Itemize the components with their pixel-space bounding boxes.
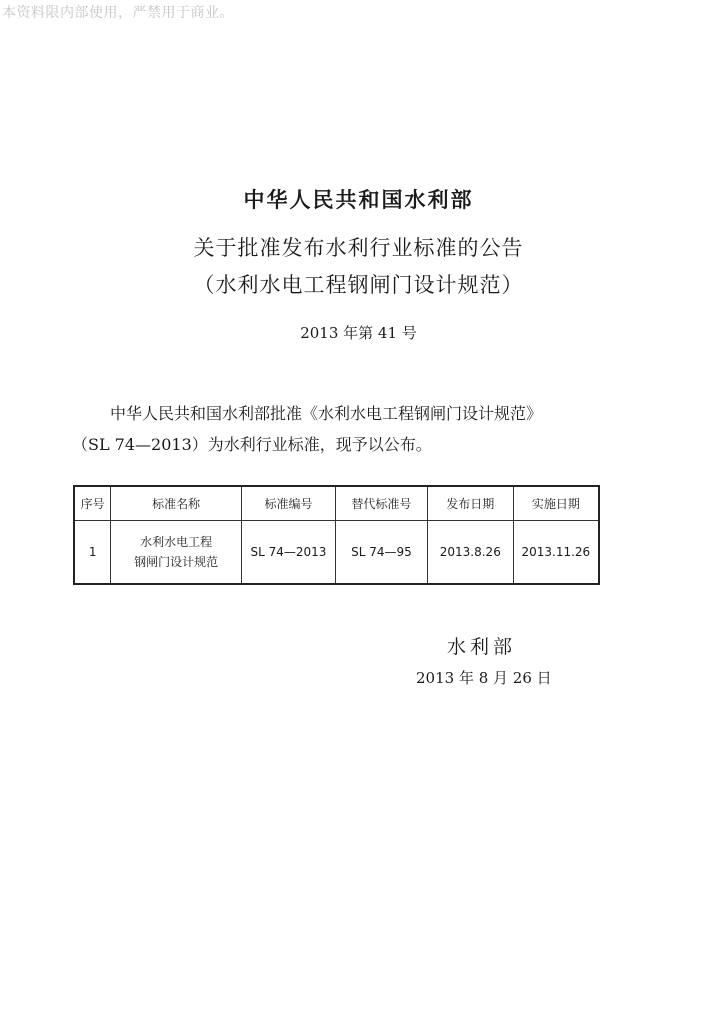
table-header-row [74,486,599,520]
standard-name-line-1: 水利水电工程 [140,534,213,549]
body-line-1 [72,398,632,429]
body-line-2: （SL 74—2013）为水利行业标准，现予以公布。 [72,435,432,454]
body-text-1: 中华人民共和国水利部批准《水利水电工程钢闸门设计规范》 [110,404,543,423]
signature-org: 水利部 [447,636,517,658]
announcement-title: 关于批准发布水利行业标准的公告 [193,236,524,260]
header-effective-date: 实施日期 [513,486,599,520]
cell-replaces: SL 74—95 [335,520,427,584]
header-replaces: 替代标准号 [335,486,427,520]
cell-standard-name [111,520,242,584]
cell-no: 1 [74,520,111,584]
header-name: 标准名称 [111,486,242,520]
watermark-text: 本资料限内部使用，严禁用于商业。 [2,5,234,21]
announcement-body [72,398,632,460]
standard-name-line-2: 钢闸门设计规范 [134,554,219,569]
header-code: 标准编号 [242,486,336,520]
cell-publish-date: 2013.8.26 [427,520,513,584]
ministry-heading: 中华人民共和国水利部 [243,187,474,212]
cell-effective-date: 2013.11.26 [513,520,599,584]
signature-date: 2013 年 8 月 26 日 [416,669,552,687]
announcement-subtitle: （水利水电工程钢闸门设计规范） [193,273,524,297]
document-number: 2013 年第 41 号 [300,324,417,342]
cell-code: SL 74—2013 [242,520,336,584]
header-no: 序号 [74,486,111,520]
standards-table [73,485,600,585]
table-row [74,520,599,584]
header-publish-date: 发布日期 [427,486,513,520]
